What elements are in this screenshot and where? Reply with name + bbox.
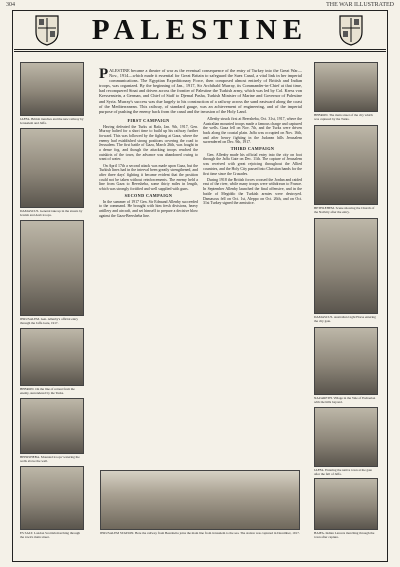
drop-cap: P (99, 68, 109, 82)
title-rule (14, 49, 386, 50)
caption-right-4: NAZARETH. Village in the Vale of Esdraelon with the hills beyond. (314, 396, 376, 405)
photo-right-4 (314, 327, 378, 395)
caption-left-6: ES SALT. London Scottish marching through the town's main street. (20, 531, 81, 540)
caption-left-1: JAFFA. British trenches and the new railway by Jerusalem and Jaffa. (20, 117, 84, 126)
paragraph-a3: In the summer of 1917 Gen. Sir Edmund Allenby succeeded to the command. He brought with him fresh divisions, heavy artillery and aircraft, and set himself to prepare a decisive blow against the Gaza-Beersheba line. (99, 199, 198, 218)
article-columns (99, 117, 302, 220)
photo-left-6 (20, 466, 84, 530)
article-intro (99, 68, 302, 114)
article-body (99, 68, 302, 470)
left-crest-icon (34, 14, 60, 46)
article-column-right (203, 117, 302, 220)
paragraph-a1: Having defeated the Turks at Rafa, Jan. 9th, 1917, Gen. Murray halted for a short time to build up his railway further forward. This was followed by the fighting at Gaza, where the enemy had established strong positions covering the road to Jerusalem. The first battle of Gaza, March 26th, was fought in a dense fog, and though the attacking troops reached the outskirts of the town, the advance was abandoned owing to want of water. (99, 124, 198, 162)
photo-left-3 (20, 220, 84, 316)
caption-right-3: DAMASCUS. Australian Light Horse entering the city gate. (314, 315, 376, 324)
heading-second-campaign: SECOND CAMPAIGN (124, 192, 173, 198)
photo-right-1 (314, 62, 378, 112)
photo-bottom-wide (100, 470, 300, 530)
page-number: 304 (6, 2, 15, 8)
photo-right-6 (314, 478, 378, 530)
caption-right-6: HAIFA. Indian Lancers marching through the town after capture. (314, 531, 375, 540)
page-title: PALESTINE (91, 14, 309, 46)
paragraph-b3: During 1918 the British forces crossed the Jordan and raided east of the river, while many troops were withdrawn to France. In September Allenby launched the final offensive, and in the battle of Megiddo the Turkish armies were destroyed. Damascus fell on Oct. 1st, Aleppo on Oct. 26th, and on Oct. 31st Turkey signed the armistice. (203, 177, 302, 206)
caption-right-1: HEBRON. The main street of the city which was captured by the Turks. (314, 113, 373, 122)
caption-left-3: JERUSALEM. Gen. Allenby's official entry through the Jaffa Gate, 1917. (20, 317, 79, 326)
photo-left-4 (20, 328, 84, 386)
caption-left-4: HEBRON. On the line of retreat from the enemy, surrendered by the Turks. (20, 387, 75, 396)
paragraph-b2: Gen. Allenby made his official entry into the city on foot through the Jaffa Gate on Dec. 11th. The capture of Jerusalem was received with great rejoicing throughout the Allied countries, and the Holy City passed into Christian hands for the first time since the Crusades. (203, 152, 302, 176)
intro-text: ALESTINE became a theatre of war as the eventual consequence of the entry of Turkey into the Great War—Nov., 1914—which made it essential for Great Britain to safeguard the Suez Canal, a vital link in her imperial communications. The Egyptian Expeditionary Force, then composed almost entirely of British and Indian troops, was organized. By the beginning of Jan., 1917, Sir Archibald Murray, its Commander-in-Chief at that time, had reconquered Sinai and driven across the frontier of Palestine the Turkish army, which was led by Col. Kress von Kressenstein, a German, and Chief of Staff to Djemal Pasha, Turkish Minister of Marine and Governor of Palestine and Syria. Murray's success was due largely to his construction of a railway across the sand eastward along the coast of the Mediterranean. This railway, of standard gauge, was an achievement of engineering, and of the imperial purpose of pushing the enemy back from the canal and the invasion of the Holy Land. (99, 68, 302, 114)
paragraph-b1: Allenby struck first at Beersheba, Oct. 31st, 1917, where the Australian mounted troops made a famous charge and captured the wells. Gaza fell on Nov. 7th, and the Turks were driven back along the coastal plain. Jaffa was occupied on Nov. 16th, and after heavy fighting in the Judaean hills Jerusalem surrendered on Dec. 9th, 1917. (203, 116, 302, 145)
caption-left-5: BEERSHEBA. Mounted troops' watering the wells above the well. (20, 455, 80, 464)
photo-right-2 (314, 125, 378, 205)
running-head (6, 2, 394, 10)
photo-left-5 (20, 398, 84, 454)
publication-title: THE WAR ILLUSTRATED (326, 2, 394, 8)
caption-right-5: JAFFA. Entering the native town at the gate after the fall of Jaffa. (314, 468, 372, 477)
photo-right-3 (314, 218, 378, 314)
photo-right-5 (314, 407, 378, 467)
right-crest-icon (338, 14, 364, 46)
paragraph-a2: On April 17th a second attack was made upon Gaza, but the Turkish lines had in the interval been greatly strengthened, and after three days' fighting it became evident that the position could not be taken without reinforcements. The enemy held a line from Gaza to Beersheba, some thirty miles in length, which was strongly fortified and well supplied with guns. (99, 163, 198, 192)
caption-right-2: BETHLEHEM. Scene showing the Church of the Nativity after the entry. (314, 206, 375, 215)
photo-left-2 (20, 128, 84, 208)
caption-left-2: DAMASCUS. General take up in the streets by Jewish and Arab troops. (20, 209, 83, 218)
caption-bottom-wide: JERUSALEM STATION. Here the railway from Beersheba joins the main line from Jerusalem to the sea. The station was captured in December, 1917. (100, 531, 300, 535)
heading-first-campaign: FIRST CAMPAIGN (127, 117, 170, 123)
photo-left-1 (20, 62, 84, 116)
title-rule-double (14, 51, 386, 52)
heading-third-campaign: THIRD CAMPAIGN (230, 146, 275, 152)
article-column-left (99, 117, 198, 220)
